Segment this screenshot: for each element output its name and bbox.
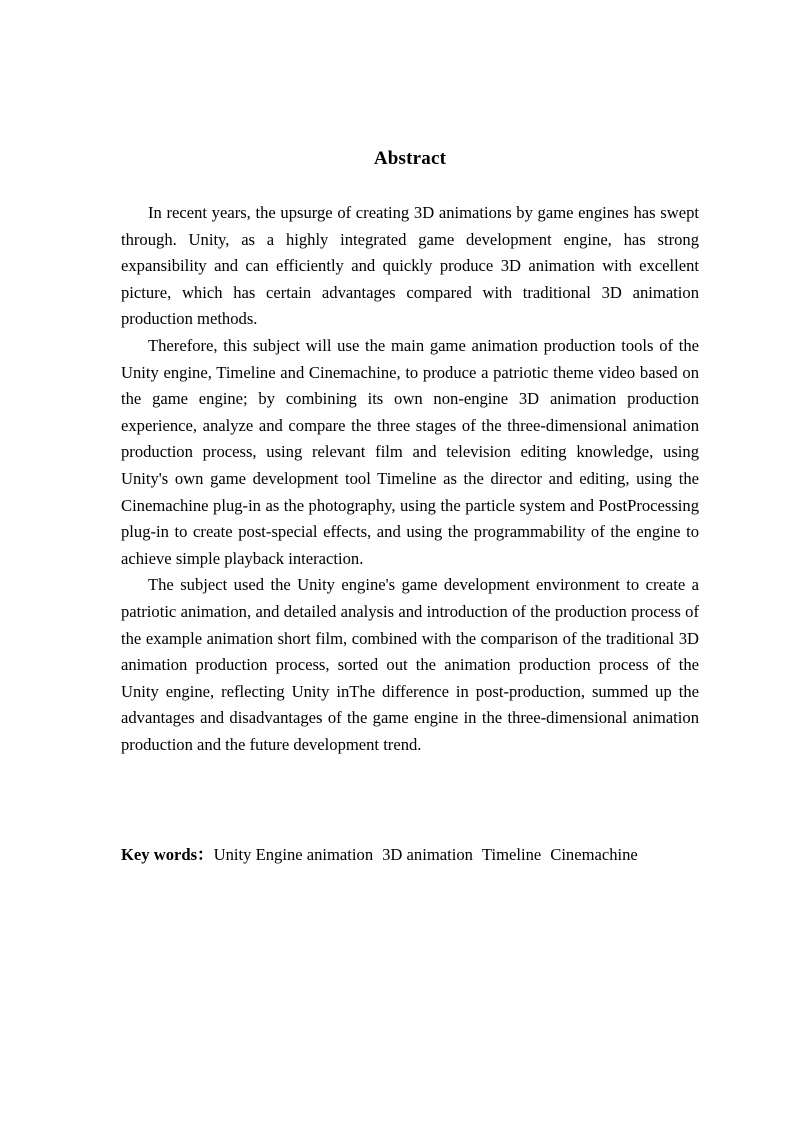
- keyword-item: 3D animation: [382, 845, 473, 864]
- abstract-paragraph: The subject used the Unity engine's game development environment to create a patriotic animation, and detailed analysis and introduction of the production process of the example animation short film, combined with the comparison of the traditional 3D animation production process, sorted out the animation production process of the Unity engine, reflecting Unity inThe difference in post-production, summed up the advantages and disadvantages of the game engine in the three-dimensional animation production and the future development trend.: [121, 575, 699, 754]
- keywords-label: Key words：: [121, 845, 214, 864]
- abstract-paragraph: In recent years, the upsurge of creating 3D animations by game engines has swept through. Unity, as a highly integrated game development engine, has strong expansibility and can efficiently and quickly produce 3D animation with excellent picture, which has certain advantages compared with traditional 3D animation production methods.: [121, 203, 699, 329]
- keyword-item: Timeline: [481, 845, 542, 864]
- keyword-item: Cinemachine: [550, 845, 638, 864]
- page-title: Abstract: [373, 148, 447, 169]
- abstract-body: [121, 200, 699, 758]
- keywords-line: [121, 842, 699, 868]
- keyword-item: Unity Engine animation: [213, 845, 374, 864]
- abstract-paragraph: Therefore, this subject will use the main game animation production tools of the Unity engine, Timeline and Cinemachine, to produce a patriotic theme video based on the game engine; by combining its own non-engine 3D animation production experience, analyze and compare the three stages of the three-dimensional animation production process, using relevant film and television editing knowledge, using Unity's own game development tool Timeline as the director and editing, using the Cinemachine plug-in as the photography, using the particle system and PostProcessing plug-in to create post-special effects, and using the programmability of the engine to achieve simple playback interaction.: [121, 335, 699, 568]
